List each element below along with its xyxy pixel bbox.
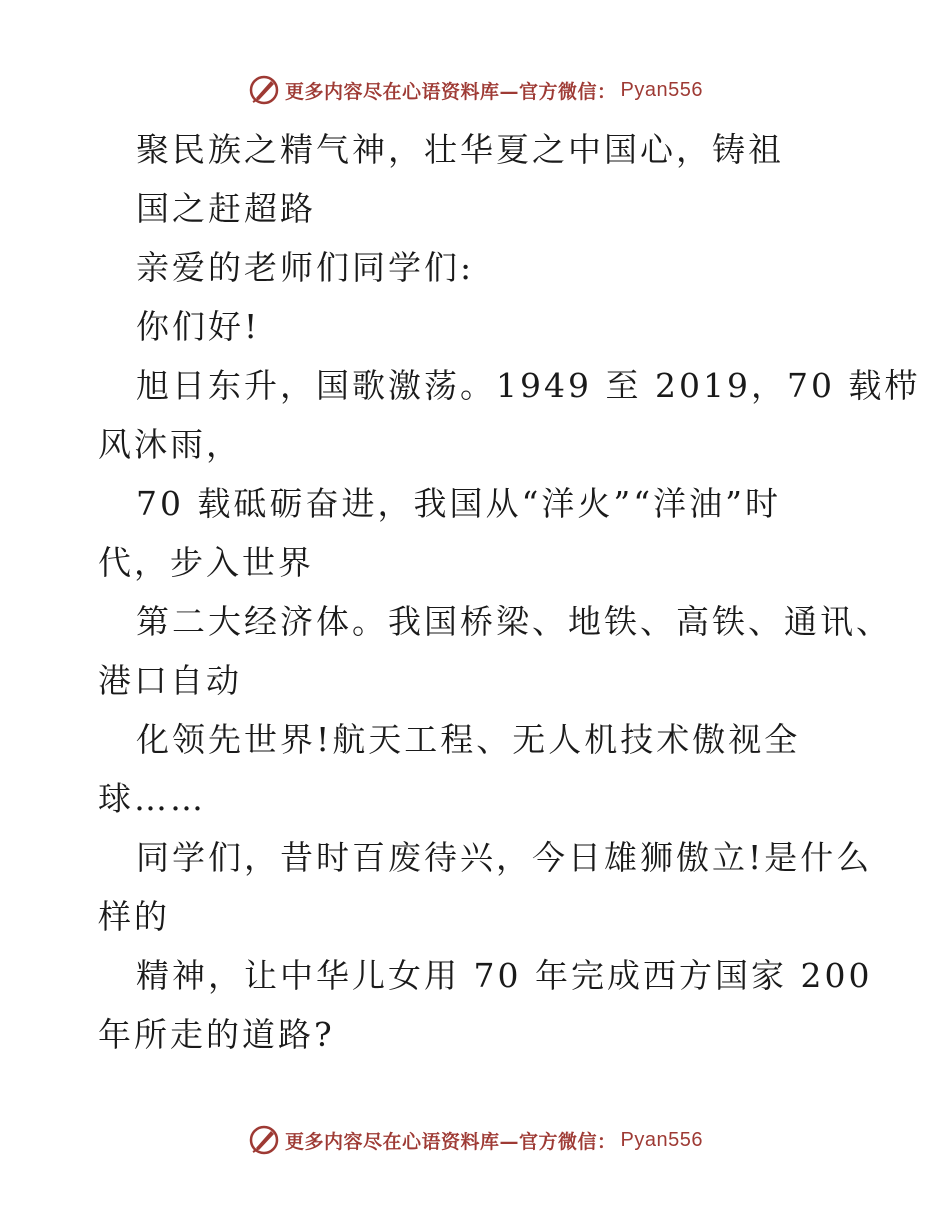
text-line: 球……	[98, 779, 206, 818]
text-line: 国之赶超路	[136, 189, 316, 228]
text-line: 第二大经济体。我国桥梁、地铁、高铁、通讯、	[136, 602, 892, 641]
text-line: 精神，让中华儿女用 70 年完成西方国家 200	[136, 956, 873, 995]
document-body	[98, 120, 921, 1064]
text-line: 代，步入世界	[98, 543, 314, 582]
text-line: 旭日东升，国歌激荡。1949 至 2019，70 载栉	[136, 366, 921, 405]
watermark-text: 更多内容尽在心语资料库—官方微信：	[285, 1130, 617, 1153]
text-line: 你们好!	[136, 307, 261, 346]
header-watermark	[0, 70, 950, 110]
footer-watermark	[0, 1120, 950, 1160]
quill-logo-icon	[247, 73, 281, 107]
watermark-id: Pyan556	[620, 1128, 703, 1151]
text-line: 同学们，昔时百废待兴，今日雄狮傲立!是什么	[136, 838, 873, 877]
watermark-text: 更多内容尽在心语资料库—官方微信：	[285, 80, 617, 103]
text-line: 风沐雨，	[98, 425, 242, 464]
text-line: 70 载砥砺奋进，我国从“洋火”“洋油”时	[136, 484, 781, 523]
watermark-id: Pyan556	[620, 78, 703, 101]
text-line: 聚民族之精气神，壮华夏之中国心，铸祖	[136, 130, 784, 169]
text-line: 样的	[98, 897, 170, 936]
text-line: 港口自动	[98, 661, 242, 700]
text-line: 化领先世界!航天工程、无人机技术傲视全	[136, 720, 801, 759]
quill-logo-icon	[247, 1123, 281, 1157]
text-line: 亲爱的老师们同学们:	[136, 248, 475, 287]
text-line: 年所走的道路?	[98, 1015, 335, 1054]
